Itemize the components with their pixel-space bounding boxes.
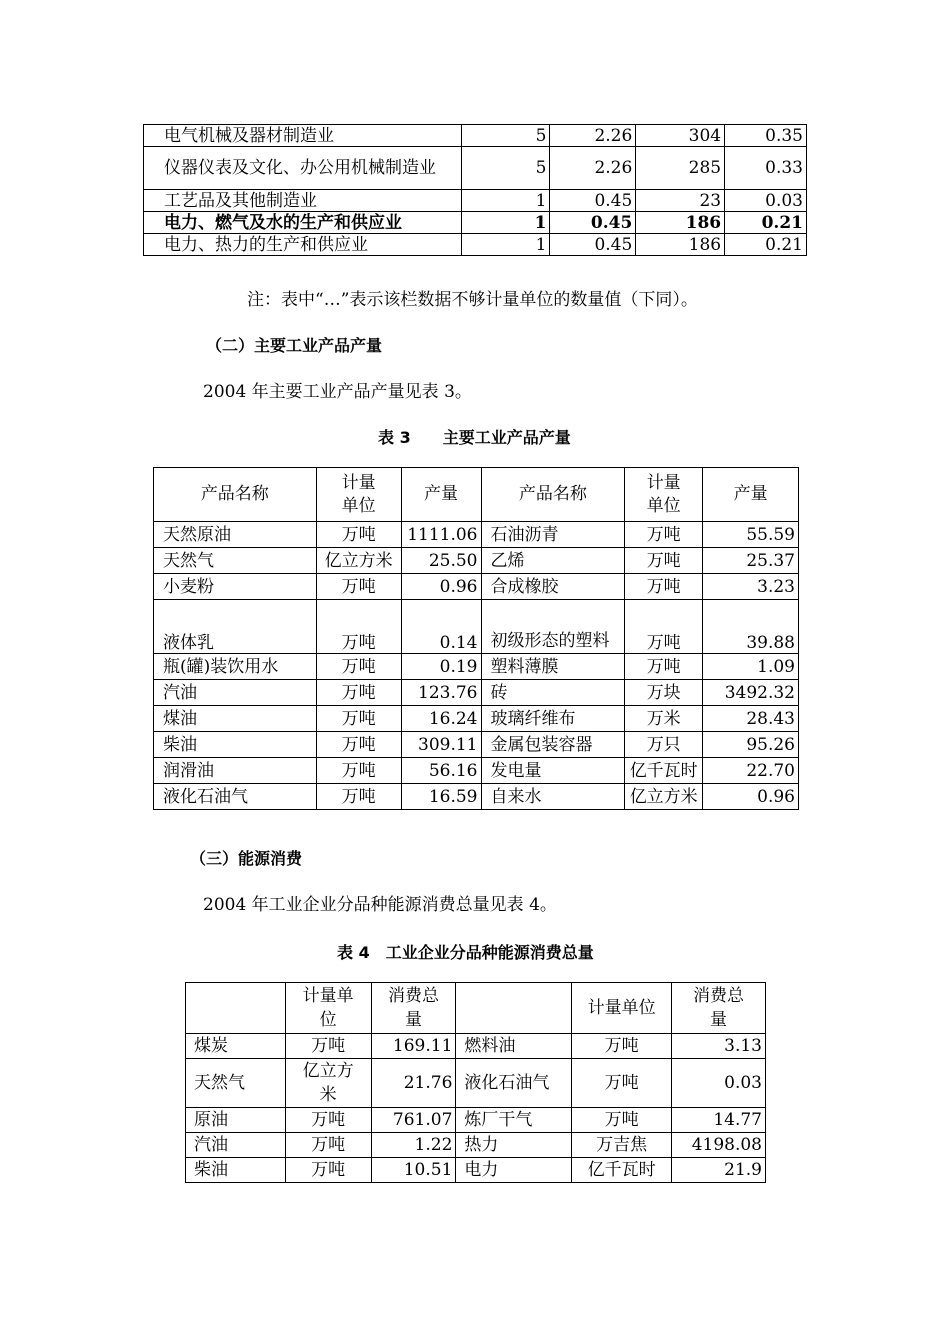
- unit-cell: 万块: [625, 680, 703, 706]
- value-cell: 28.43: [703, 706, 799, 732]
- table-cell: 304: [636, 125, 725, 147]
- value-cell: 56.16: [401, 758, 481, 784]
- product-name: 石油沥青: [481, 522, 625, 548]
- energy-table: [185, 982, 766, 1183]
- product-name: 液体乳: [154, 600, 317, 654]
- table-cell: 5: [461, 125, 550, 147]
- column-header: 消费总量: [672, 983, 766, 1034]
- unit-cell: 万吨: [316, 732, 401, 758]
- table-cell: 1: [461, 212, 550, 234]
- value-cell: 0.19: [401, 654, 481, 680]
- table-cell: 285: [636, 147, 725, 190]
- unit-cell: 万吨: [316, 706, 401, 732]
- product-name: 润滑油: [154, 758, 317, 784]
- product-name: 合成橡胶: [481, 574, 625, 600]
- unit-cell: 万吨: [572, 1034, 672, 1059]
- unit-cell: 亿立方米: [285, 1059, 371, 1108]
- table-title-energy: 表 4 工业企业分品种能源消费总量: [337, 943, 594, 962]
- table-header-row: [186, 983, 766, 1034]
- value-cell: 14.77: [672, 1108, 766, 1133]
- table-row: [154, 654, 799, 680]
- table-cell: 0.21: [725, 234, 807, 256]
- column-header: 计量单位: [572, 983, 672, 1034]
- value-cell: 3.13: [672, 1034, 766, 1059]
- energy-type: 热力: [456, 1133, 572, 1158]
- value-cell: 761.07: [371, 1108, 456, 1133]
- unit-cell: 万吨: [285, 1108, 371, 1133]
- table-cell: 0.45: [550, 234, 636, 256]
- unit-cell: 万吨: [625, 522, 703, 548]
- table-cell: 2.26: [550, 125, 636, 147]
- value-cell: 10.51: [371, 1158, 456, 1183]
- unit-cell: 万吨: [572, 1108, 672, 1133]
- unit-cell: 万吨: [316, 758, 401, 784]
- table-cell: 0.45: [550, 190, 636, 212]
- value-cell: 39.88: [703, 600, 799, 654]
- column-header: 计量单位: [316, 468, 401, 522]
- value-cell: 21.76: [371, 1059, 456, 1108]
- column-header: 产量: [401, 468, 481, 522]
- table-row: [154, 600, 799, 654]
- value-cell: 16.59: [401, 784, 481, 810]
- energy-type: 电力: [456, 1158, 572, 1183]
- column-header: 产量: [703, 468, 799, 522]
- value-cell: 1111.06: [401, 522, 481, 548]
- unit-cell: 万吨: [625, 574, 703, 600]
- section-intro-energy: 2004 年工业企业分品种能源消费总量见表 4。: [203, 895, 557, 915]
- table-cell: 2.26: [550, 147, 636, 190]
- section-intro-products: 2004 年主要工业产品产量见表 3。: [203, 382, 472, 402]
- value-cell: 3.23: [703, 574, 799, 600]
- table-cell: 1: [461, 234, 550, 256]
- table-note: 注：表中“…”表示该栏数据不够计量单位的数量值（下同）。: [247, 290, 698, 310]
- column-header: 产品名称: [154, 468, 317, 522]
- unit-cell: 万吨: [316, 522, 401, 548]
- product-name: 初级形态的塑料: [481, 600, 625, 654]
- table-row: [186, 1133, 766, 1158]
- table-row: [154, 732, 799, 758]
- value-cell: 1.09: [703, 654, 799, 680]
- energy-type: 液化石油气: [456, 1059, 572, 1108]
- unit-cell: 万吨: [285, 1034, 371, 1059]
- product-name: 金属包装容器: [481, 732, 625, 758]
- unit-cell: 万吨: [625, 654, 703, 680]
- product-name: 天然气: [154, 548, 317, 574]
- unit-cell: 亿千瓦时: [625, 758, 703, 784]
- table-cell: 0.35: [725, 125, 807, 147]
- value-cell: 21.9: [672, 1158, 766, 1183]
- unit-cell: 万吨: [625, 600, 703, 654]
- table-row: [154, 522, 799, 548]
- table-row: [154, 706, 799, 732]
- product-name: 汽油: [154, 680, 317, 706]
- table-cell: 0.45: [550, 212, 636, 234]
- product-name: 液化石油气: [154, 784, 317, 810]
- table-row: [154, 574, 799, 600]
- table-cell: 186: [636, 212, 725, 234]
- column-header: 产品名称: [481, 468, 625, 522]
- table-row: [154, 758, 799, 784]
- table-row: [186, 1158, 766, 1183]
- table-cell: 0.03: [725, 190, 807, 212]
- product-name: 砖: [481, 680, 625, 706]
- value-cell: 55.59: [703, 522, 799, 548]
- energy-type: 柴油: [186, 1158, 286, 1183]
- products-table: [153, 467, 799, 810]
- table-row: [154, 548, 799, 574]
- unit-cell: 万吨: [316, 680, 401, 706]
- industry-name: 电力、热力的生产和供应业: [144, 234, 462, 256]
- table-header-row: [154, 468, 799, 522]
- value-cell: 169.11: [371, 1034, 456, 1059]
- industry-name: 电力、燃气及水的生产和供应业: [144, 212, 462, 234]
- product-name: 发电量: [481, 758, 625, 784]
- value-cell: 25.37: [703, 548, 799, 574]
- energy-type: 燃料油: [456, 1034, 572, 1059]
- table-row-bold: [144, 212, 807, 234]
- product-name: 瓶(罐)装饮用水: [154, 654, 317, 680]
- value-cell: 3492.32: [703, 680, 799, 706]
- unit-cell: 万吨: [316, 654, 401, 680]
- column-header: 计量单位: [625, 468, 703, 522]
- unit-cell: 亿立方米: [625, 784, 703, 810]
- unit-cell: 万吉焦: [572, 1133, 672, 1158]
- unit-cell: 万吨: [285, 1133, 371, 1158]
- industry-name: 仪器仪表及文化、办公用机械制造业: [144, 147, 462, 190]
- table-row: [144, 234, 807, 256]
- table-cell: 186: [636, 234, 725, 256]
- industry-table-continued: [143, 124, 807, 256]
- table-cell: 23: [636, 190, 725, 212]
- unit-cell: 亿立方米: [316, 548, 401, 574]
- table-cell: 5: [461, 147, 550, 190]
- value-cell: 309.11: [401, 732, 481, 758]
- product-name: 柴油: [154, 732, 317, 758]
- value-cell: 22.70: [703, 758, 799, 784]
- product-name: 小麦粉: [154, 574, 317, 600]
- unit-cell: 万吨: [572, 1059, 672, 1108]
- value-cell: 123.76: [401, 680, 481, 706]
- unit-cell: 万吨: [625, 548, 703, 574]
- industry-name: 电气机械及器材制造业: [144, 125, 462, 147]
- table-title-products: 表 3 主要工业产品产量: [378, 428, 571, 447]
- table-row: [144, 190, 807, 212]
- table-cell: 0.33: [725, 147, 807, 190]
- table-row: [186, 1059, 766, 1108]
- value-cell: 0.14: [401, 600, 481, 654]
- unit-cell: 万吨: [316, 784, 401, 810]
- table-cell: 0.21: [725, 212, 807, 234]
- unit-cell: 万吨: [285, 1158, 371, 1183]
- energy-type: 煤炭: [186, 1034, 286, 1059]
- table-row: [144, 125, 807, 147]
- section-heading-products: （二）主要工业产品产量: [206, 336, 383, 355]
- table-row: [154, 680, 799, 706]
- product-name: 天然原油: [154, 522, 317, 548]
- value-cell: 95.26: [703, 732, 799, 758]
- table-row: [186, 1108, 766, 1133]
- product-name: 煤油: [154, 706, 317, 732]
- energy-type: 原油: [186, 1108, 286, 1133]
- value-cell: 16.24: [401, 706, 481, 732]
- column-header: 计量单位: [285, 983, 371, 1034]
- section-heading-energy: （三）能源消费: [190, 849, 303, 868]
- energy-type: 汽油: [186, 1133, 286, 1158]
- table-cell: 1: [461, 190, 550, 212]
- value-cell: 0.96: [401, 574, 481, 600]
- value-cell: 0.96: [703, 784, 799, 810]
- table-row: [186, 1034, 766, 1059]
- table-row: [154, 784, 799, 810]
- unit-cell: 万米: [625, 706, 703, 732]
- value-cell: 0.03: [672, 1059, 766, 1108]
- product-name: 乙烯: [481, 548, 625, 574]
- column-header: [456, 983, 572, 1034]
- energy-type: 天然气: [186, 1059, 286, 1108]
- value-cell: 4198.08: [672, 1133, 766, 1158]
- energy-type: 炼厂干气: [456, 1108, 572, 1133]
- value-cell: 25.50: [401, 548, 481, 574]
- product-name: 自来水: [481, 784, 625, 810]
- unit-cell: 万只: [625, 732, 703, 758]
- table-row: [144, 147, 807, 190]
- product-name: 玻璃纤维布: [481, 706, 625, 732]
- column-header: 消费总量: [371, 983, 456, 1034]
- value-cell: 1.22: [371, 1133, 456, 1158]
- unit-cell: 亿千瓦时: [572, 1158, 672, 1183]
- industry-name: 工艺品及其他制造业: [144, 190, 462, 212]
- unit-cell: 万吨: [316, 600, 401, 654]
- unit-cell: 万吨: [316, 574, 401, 600]
- column-header: [186, 983, 286, 1034]
- product-name: 塑料薄膜: [481, 654, 625, 680]
